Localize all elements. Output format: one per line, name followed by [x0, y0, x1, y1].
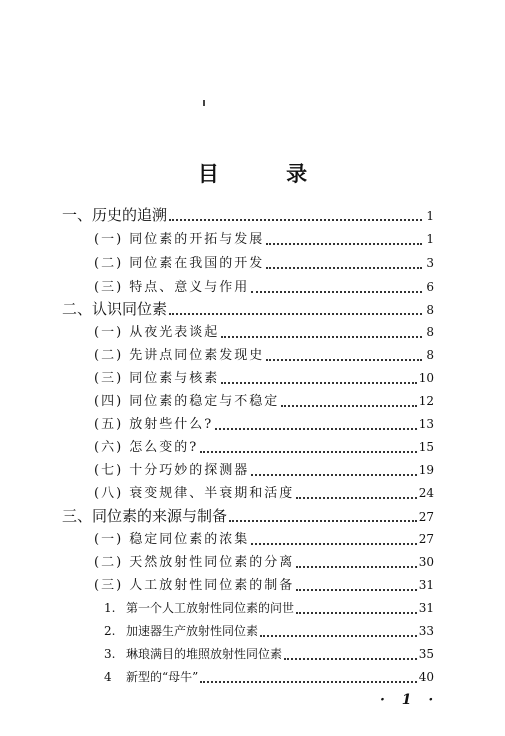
leader-dots [296, 598, 417, 614]
toc-entry [94, 459, 434, 481]
leader-dots [251, 277, 422, 293]
scan-speck [203, 100, 205, 106]
toc-entry [94, 252, 434, 274]
toc-entry-page: 31 [418, 578, 434, 592]
toc-entry-label: (四) 同位素的稳定与不稳定 [94, 394, 280, 409]
toc-entry [94, 482, 434, 504]
leader-dots [251, 460, 416, 476]
toc-entry-label: 琳琅满目的堆照放射性同位素 [126, 647, 283, 661]
toc-entry-page: 12 [418, 394, 434, 408]
leader-dots [169, 205, 422, 221]
toc-entry-page: 19 [418, 463, 434, 477]
leader-dots [260, 621, 417, 637]
toc-entry-label: 加速器生产放射性同位素 [126, 624, 259, 638]
toc-entry-page: 40 [418, 670, 434, 684]
leader-dots [200, 437, 416, 453]
toc-entry-label: 一、历史的追溯 [62, 206, 168, 224]
toc-entry-page: 1 [426, 209, 434, 223]
toc-entry-page: 31 [418, 601, 434, 615]
toc-entry-page: 8 [426, 303, 434, 317]
leader-dots [266, 229, 422, 245]
toc-entry-page: 8 [426, 325, 434, 339]
leader-dots [221, 322, 422, 338]
toc-entry [62, 298, 434, 320]
toc-entry [104, 597, 434, 619]
leader-dots [229, 506, 417, 522]
toc-entry-label: 二、认识同位素 [62, 300, 168, 318]
toc-entry-label: (一) 从夜光表谈起 [94, 325, 220, 340]
toc-entry [104, 643, 434, 665]
toc-entry [94, 321, 434, 343]
toc-entry-page: 27 [418, 532, 434, 546]
leader-dots [200, 667, 416, 683]
toc-entry-page: 13 [418, 417, 434, 431]
toc-entry [94, 276, 434, 298]
toc-entry [62, 204, 434, 226]
toc-entry-label: 第一个人工放射性同位素的问世 [126, 601, 295, 615]
toc-entry-label: (二) 同位素在我国的开发 [94, 256, 265, 271]
leader-dots [281, 391, 416, 407]
toc-entry-page: 35 [418, 647, 434, 661]
toc-entry-label: (七) 十分巧妙的探测器 [94, 463, 250, 478]
toc-entry-number: 3. [104, 647, 116, 661]
leader-dots [266, 253, 422, 269]
toc-entry-page: 6 [426, 280, 434, 294]
toc-entry [94, 574, 434, 596]
toc-entry-number: 4 [104, 670, 112, 684]
leader-dots [296, 575, 416, 591]
toc-entry-label: (三) 人工放射性同位素的制备 [94, 578, 295, 593]
toc-entry-page: 30 [418, 555, 434, 569]
page-number-footer: · 1 · [380, 692, 440, 708]
toc-entry-label: 三、同位素的来源与制备 [62, 507, 228, 525]
toc-entry [62, 505, 434, 527]
leader-dots [169, 299, 422, 315]
toc-entry-label: (一) 同位素的开拓与发展 [94, 232, 265, 247]
leader-dots [266, 345, 422, 361]
toc-entry-page: 15 [418, 440, 434, 454]
leader-dots [296, 483, 416, 499]
toc-entry-label: (一) 稳定同位素的浓集 [94, 532, 250, 547]
toc-entry-number: 1. [104, 601, 116, 615]
toc-entry-label: (三) 同位素与核素 [94, 371, 220, 386]
toc-entry-page: 24 [418, 486, 434, 500]
page-title: 目 录 [197, 161, 338, 186]
toc-entry-label: 新型的“母牛” [126, 670, 199, 684]
toc-entry-label: (五) 放射些什么? [94, 417, 214, 432]
leader-dots [215, 414, 416, 430]
toc-entry-label: (三) 特点、意义与作用 [94, 280, 250, 295]
toc-entry [94, 413, 434, 435]
toc-entry-label: (二) 天然放射性同位素的分离 [94, 555, 295, 570]
toc-entry-page: 27 [418, 510, 434, 524]
leader-dots [251, 529, 416, 545]
toc-entry [104, 620, 434, 642]
leader-dots [284, 644, 417, 660]
toc-entry-page: 10 [418, 371, 434, 385]
leader-dots [221, 368, 416, 384]
toc-entry [94, 551, 434, 573]
toc-entry [94, 436, 434, 458]
toc-entry [94, 367, 434, 389]
toc-entry [94, 344, 434, 366]
toc-entry [94, 390, 434, 412]
toc-entry-label: (二) 先讲点同位素发现史 [94, 348, 265, 363]
toc-entry-number: 2. [104, 624, 116, 638]
toc-entry-page: 1 [426, 232, 434, 246]
toc-entry-page: 33 [418, 624, 434, 638]
toc-entry [94, 528, 434, 550]
toc-entry [104, 666, 434, 688]
toc-entry [94, 228, 434, 250]
toc-entry-label: (八) 衰变规律、半衰期和活度 [94, 486, 295, 501]
toc-entry-label: (六) 怎么变的? [94, 440, 199, 455]
toc-entry-page: 8 [426, 348, 434, 362]
toc-entry-page: 3 [426, 256, 434, 270]
leader-dots [296, 552, 416, 568]
